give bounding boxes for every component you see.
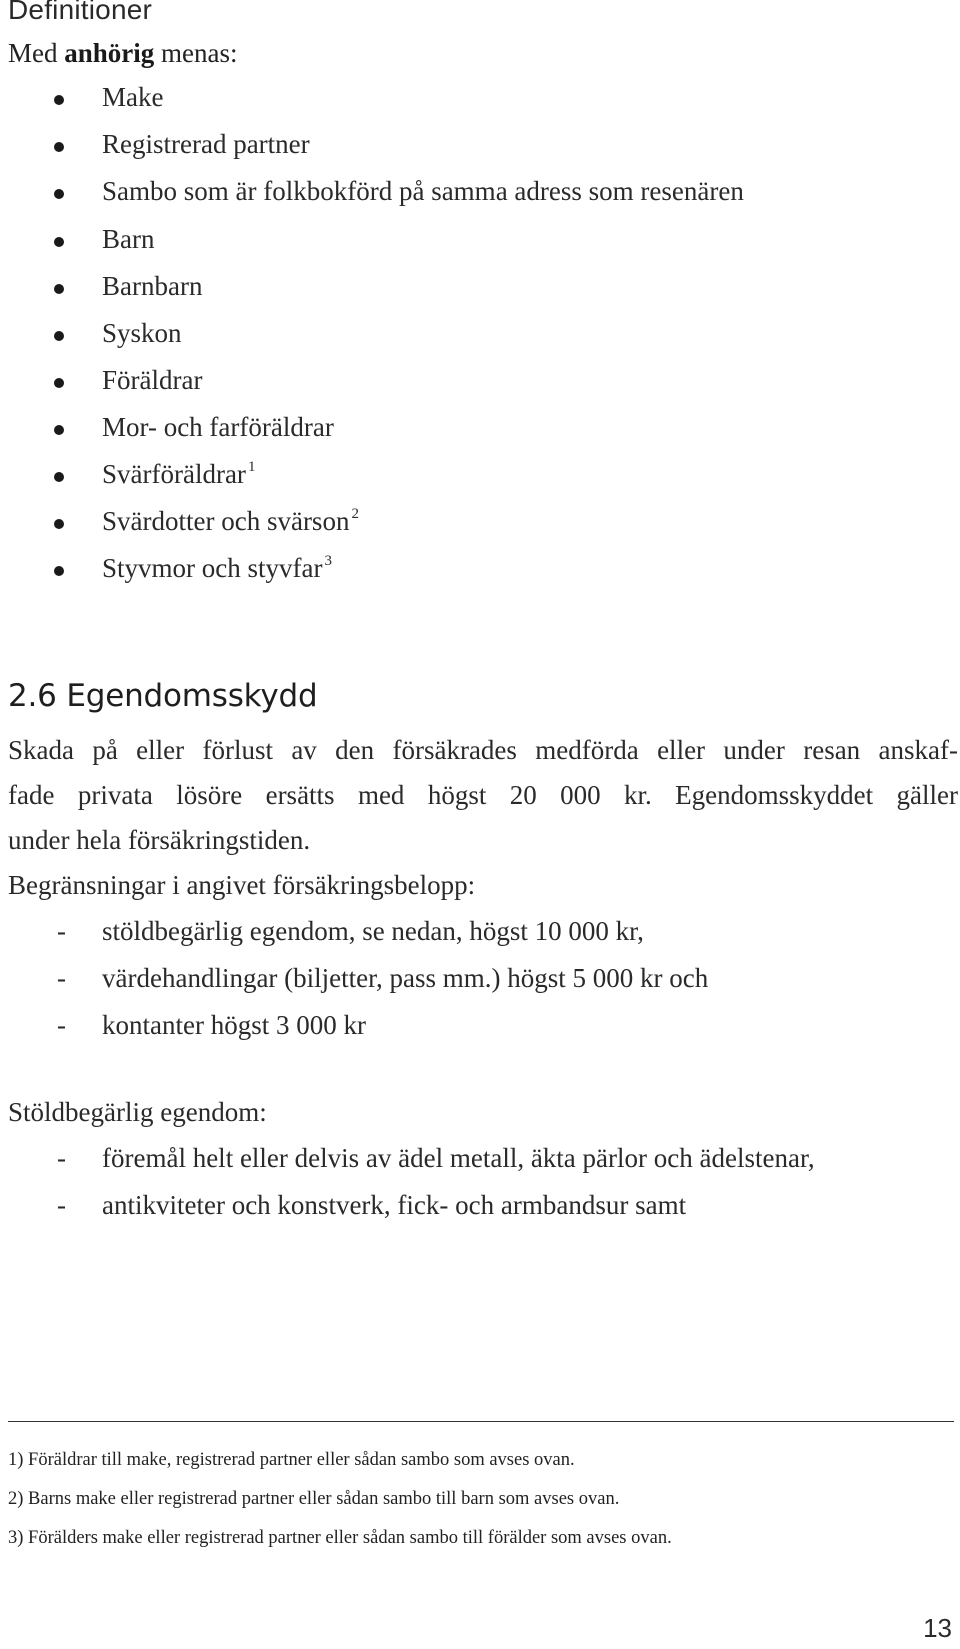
list-item-text: Mor- och farföräldrar <box>102 412 334 442</box>
list-item-text: stöldbegärlig egendom, se nedan, högst 10 000 kr, <box>102 916 644 946</box>
limits-title: Begränsningar i angivet försäkringsbelopp: <box>8 870 476 900</box>
list-item <box>0 1010 950 1050</box>
list-item <box>0 412 900 452</box>
list-item <box>0 224 900 264</box>
list-item <box>0 553 900 593</box>
list-item <box>0 82 900 122</box>
footnote: 2) Barns make eller registrerad partner eller sådan sambo till barn som avses ovan. <box>8 1489 620 1509</box>
bullet-icon <box>54 237 64 247</box>
list-item-text: Syskon <box>102 318 182 348</box>
list-item-text: Barnbarn <box>102 271 203 301</box>
footnote: 3) Förälders make eller registrerad partner eller sådan sambo till förälder som avses ovan. <box>8 1528 672 1548</box>
bullet-icon <box>54 331 64 341</box>
list-item <box>0 176 900 216</box>
list-item-text: antikviteter och konstverk, fick- och armbandsur samt <box>102 1190 687 1220</box>
bullet-icon <box>54 189 64 199</box>
footnote-divider <box>8 1421 954 1422</box>
list-item <box>0 916 950 956</box>
list-item <box>0 459 900 499</box>
footnote-ref: 2 <box>351 506 359 522</box>
footnote-ref: 3 <box>324 553 332 569</box>
list-item <box>0 318 900 358</box>
paragraph-line: Skada på eller förlust av den försäkrades medförda eller under resan anskaf- <box>8 735 958 765</box>
list-item <box>0 271 900 311</box>
list-item-text: Svärdotter och svärson <box>102 506 350 536</box>
intro-bold-term: anhörig <box>64 38 155 68</box>
intro-suffix: menas: <box>154 38 238 68</box>
paragraph-line: under hela försäkringstiden. <box>8 825 311 855</box>
theft-prone-title: Stöldbegärlig egendom: <box>8 1097 267 1127</box>
section-paragraph <box>8 728 958 863</box>
list-item <box>0 963 950 1003</box>
list-item-text: föremål helt eller delvis av ädel metall, äkta pärlor och ädelstenar, <box>102 1143 815 1173</box>
list-item <box>0 1190 950 1230</box>
bullet-icon <box>54 425 64 435</box>
bullet-icon <box>54 284 64 294</box>
section-heading: 2.6 Egendomsskydd <box>8 678 318 714</box>
bullet-icon <box>54 378 64 388</box>
paragraph-line: fade privata lösöre ersätts med högst 20 000 kr. Egendomsskyddet gäller <box>8 780 958 810</box>
bullet-icon <box>54 566 64 576</box>
dash-marker: - <box>57 1010 66 1040</box>
bullet-icon <box>54 519 64 529</box>
dash-marker: - <box>57 916 66 946</box>
intro-line <box>8 38 238 69</box>
dash-marker: - <box>57 1143 66 1173</box>
list-item <box>0 365 900 405</box>
bullet-icon <box>54 142 64 152</box>
list-item-text: kontanter högst 3 000 kr <box>102 1010 366 1040</box>
list-item <box>0 1143 950 1183</box>
footnote: 1) Föräldrar till make, registrerad partner eller sådan sambo som avses ovan. <box>8 1450 575 1470</box>
list-item-text: Föräldrar <box>102 365 203 395</box>
list-item-text: Svärföräldrar <box>102 459 246 489</box>
list-item <box>0 129 900 169</box>
page-number: 13 <box>923 1613 952 1643</box>
list-item <box>0 506 900 546</box>
intro-prefix: Med <box>8 38 65 68</box>
list-item-text: Sambo som är folkbokförd på samma adress som resenären <box>102 176 744 206</box>
dash-marker: - <box>57 1190 66 1220</box>
bullet-icon <box>54 95 64 105</box>
list-item-text: Styvmor och styvfar <box>102 553 323 583</box>
list-item-text: Barn <box>102 224 155 254</box>
footnote-ref: 1 <box>247 459 256 475</box>
list-item-text: Registrerad partner <box>102 129 310 159</box>
bullet-icon <box>54 472 64 482</box>
dash-marker: - <box>57 963 66 993</box>
list-item-text: värdehandlingar (biljetter, pass mm.) högst 5 000 kr och <box>102 963 709 993</box>
list-item-text: Make <box>102 82 164 112</box>
section-label: Definitioner <box>8 0 153 25</box>
